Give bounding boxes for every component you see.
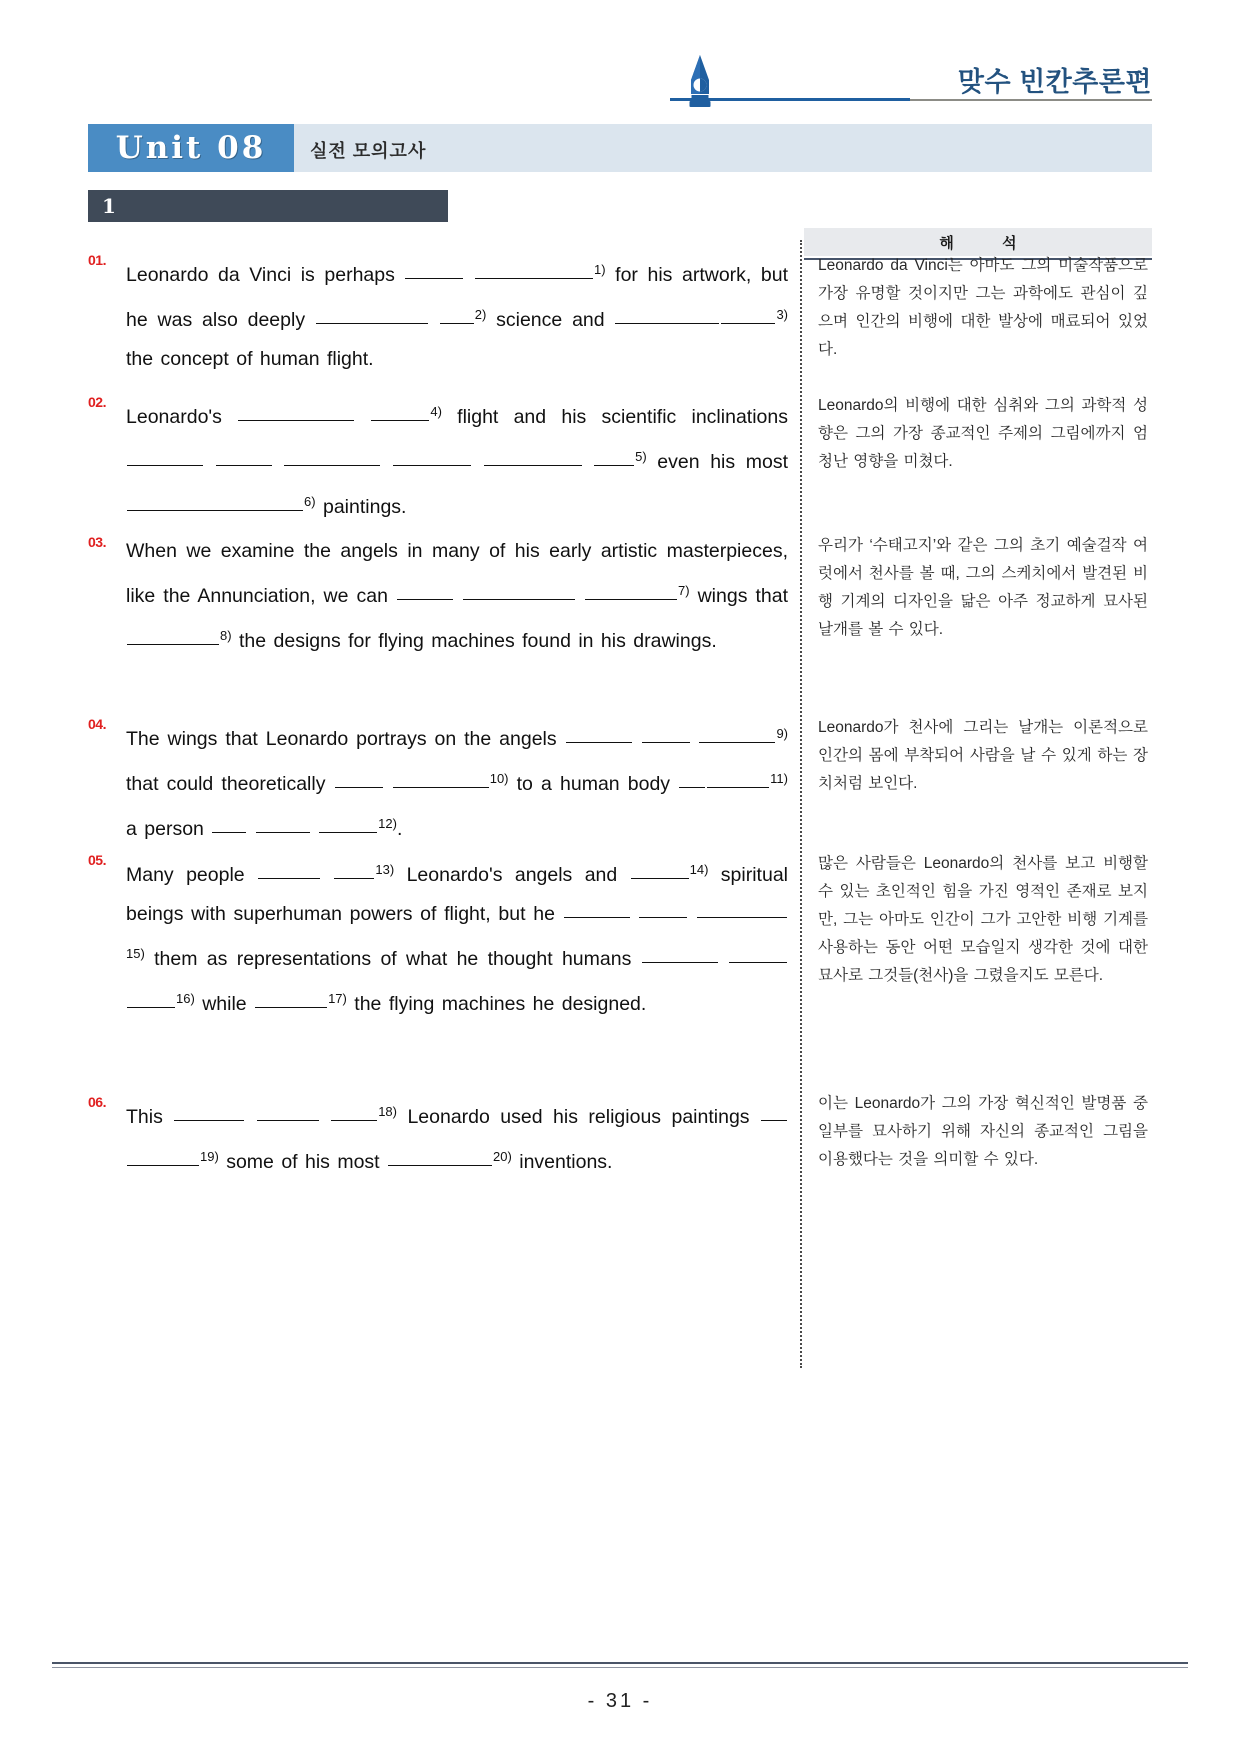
- header-rule-blue: [670, 98, 910, 101]
- answer-blank[interactable]: [256, 815, 310, 833]
- answer-blank[interactable]: [564, 900, 630, 918]
- page-number: - 31 -: [587, 1690, 653, 1712]
- answer-blank[interactable]: [405, 261, 463, 279]
- answer-blank[interactable]: [440, 306, 474, 324]
- item-number: 01.: [88, 252, 106, 268]
- answer-blank[interactable]: [212, 815, 246, 833]
- item-number: 04.: [88, 716, 106, 732]
- blank-index-marker: 20): [493, 1149, 512, 1164]
- answer-blank[interactable]: [127, 493, 303, 511]
- item-sentence: This $^{18)}$ Leonardo used his religious paintings $^{19)}$ some of his most $^{20)}$ inventions.: [126, 1092, 788, 1182]
- book-title: 맞수 빈칸추론편: [957, 67, 1152, 97]
- fountain-pen-nib-icon: [680, 54, 720, 112]
- answer-blank[interactable]: [371, 403, 429, 421]
- exercise-item: [88, 1092, 788, 1182]
- answer-blank[interactable]: [127, 1148, 199, 1166]
- answer-blank[interactable]: [388, 1148, 492, 1166]
- answer-blank[interactable]: [127, 627, 219, 645]
- blank-index-marker: 16): [176, 991, 195, 1006]
- item-translation: 많은 사람들은 Leonardo의 천사를 보고 비행할 수 있는 초인적인 힘을 가진 영적인 존재로 보지만, 그는 아마도 인간이 그가 고안한 비행 기계를 사용하는 동안 어떤 모습일지 생각한 것에 대한 묘사로 그것들(천사)을 그렸을지도 모른다.: [818, 855, 1148, 984]
- blank-index-marker: 3): [776, 307, 788, 322]
- answer-blank[interactable]: [594, 448, 634, 466]
- column-divider: [800, 240, 802, 1368]
- running-head: [88, 44, 1152, 114]
- blank-index-marker: 9): [776, 726, 788, 741]
- answer-blank[interactable]: [319, 815, 377, 833]
- answer-blank[interactable]: [585, 582, 677, 600]
- item-translation: Leonardo의 비행에 대한 심취와 그의 과학적 성향은 그의 가장 종교적인 주제의 그림에까지 엄청난 영향을 미쳤다.: [818, 397, 1148, 470]
- answer-blank[interactable]: [721, 306, 775, 324]
- blank-index-marker: 15): [126, 946, 145, 961]
- footer-rule-bottom: [52, 1667, 1188, 1668]
- answer-blank[interactable]: [258, 861, 320, 879]
- blank-index-marker: 11): [770, 771, 788, 786]
- blank-index-marker: 17): [328, 991, 347, 1006]
- blank-index-marker: 19): [200, 1149, 219, 1164]
- answer-blank[interactable]: [127, 448, 203, 466]
- answer-blank[interactable]: [174, 1103, 244, 1121]
- answer-blank[interactable]: [331, 1103, 377, 1121]
- exercise-item: [88, 850, 788, 1024]
- question-number: 1: [102, 194, 116, 218]
- answer-blank[interactable]: [334, 861, 374, 879]
- blank-index-marker: 10): [489, 771, 509, 786]
- answer-blank[interactable]: [642, 945, 718, 963]
- blank-index-marker: 6): [304, 494, 316, 509]
- item-sentence: Leonardo's $^{4)}$ flight and his scientific inclinations $^{5)}$ even his most $^{6)}$ paintings.: [126, 404, 789, 518]
- blank-index-marker: 12): [378, 816, 397, 831]
- answer-blank[interactable]: [707, 770, 769, 788]
- answer-blank[interactable]: [463, 582, 575, 600]
- exercise-item: [88, 532, 788, 661]
- item-number: 06.: [88, 1094, 106, 1110]
- answer-blank[interactable]: [127, 990, 175, 1008]
- answer-blank[interactable]: [631, 861, 689, 879]
- unit-subtitle: 실전 모의고사: [310, 141, 427, 161]
- answer-blank[interactable]: [335, 770, 383, 788]
- answer-blank[interactable]: [679, 770, 705, 788]
- blank-index-marker: 8): [220, 628, 232, 643]
- blank-index-marker: 18): [378, 1104, 397, 1119]
- item-number: 02.: [88, 394, 106, 410]
- answer-blank[interactable]: [475, 261, 593, 279]
- blank-index-marker: 1): [594, 262, 606, 277]
- item-number: 05.: [88, 852, 106, 868]
- answer-blank[interactable]: [484, 448, 582, 466]
- answer-blank[interactable]: [284, 448, 380, 466]
- blank-index-marker: 4): [430, 404, 442, 419]
- item-translation: Leonardo da Vinci는 아마도 그의 미술작품으로 가장 유명할 것이지만 그는 과학에도 관심이 깊으며 인간의 비행에 대한 발상에 매료되어 있었다.: [818, 257, 1148, 358]
- answer-blank[interactable]: [566, 725, 632, 743]
- answer-blank[interactable]: [699, 725, 775, 743]
- answer-blank[interactable]: [257, 1103, 319, 1121]
- exercise-item: [88, 392, 788, 527]
- question-number-bar: [88, 190, 448, 222]
- answer-blank[interactable]: [393, 770, 489, 788]
- blank-index-marker: 14): [689, 862, 709, 877]
- translation-header-label: 해 석: [939, 235, 1039, 252]
- item-sentence: Leonardo da Vinci is perhaps $^{1)}$ for his artwork, but he was also deeply $^{2)}$ science and $^{3)}$ the concept of human flight.: [126, 262, 789, 370]
- exercise-item: [88, 250, 788, 379]
- unit-banner: [88, 124, 1152, 172]
- item-sentence: Many people $^{13)}$ Leonardo's angels and $^{14)}$ spiritual beings with superhuman powers of flight, but he $^{15)}$ them as representations of what he thought humans $^{16)}$ while $^{17)}$ the flying machines he designed.: [126, 862, 788, 1015]
- answer-blank[interactable]: [393, 448, 471, 466]
- header-rule-grey: [910, 99, 1152, 101]
- blank-index-marker: 7): [678, 583, 690, 598]
- item-translation: 이는 Leonardo가 그의 가장 혁신적인 발명품 중 일부를 묘사하기 위해 자신의 종교적인 그림을 이용했다는 것을 의미할 수 있다.: [818, 1095, 1148, 1168]
- answer-blank[interactable]: [761, 1103, 787, 1121]
- footer-rule-top: [52, 1662, 1188, 1664]
- blank-index-marker: 5): [635, 449, 647, 464]
- blank-index-marker: 2): [474, 307, 487, 322]
- answer-blank[interactable]: [255, 990, 327, 1008]
- item-number: 03.: [88, 534, 106, 550]
- answer-blank[interactable]: [615, 306, 719, 324]
- answer-blank[interactable]: [238, 403, 354, 421]
- item-translation: 우리가 ‘수태고지’와 같은 그의 초기 예술걸작 여럿에서 천사를 볼 때, 그의 스케치에서 발견된 비행 기계의 디자인을 닮은 아주 정교하게 묘사된 날개를 볼 수 있다.: [818, 537, 1148, 638]
- item-sentence: The wings that Leonardo portrays on the angels $^{9)}$ that could theoretically $^{10)}$ to a human body $^{11)}$ a person $^{12)}$.: [126, 726, 788, 840]
- item-sentence: When we examine the angels in many of his early artistic masterpieces, like the Annunciation, we can $^{7)}$ wings that $^{8)}$ the designs for flying machines found in his drawings.: [126, 540, 789, 652]
- answer-blank[interactable]: [697, 900, 787, 918]
- answer-blank[interactable]: [729, 945, 787, 963]
- answer-blank[interactable]: [642, 725, 690, 743]
- item-translation: Leonardo가 천사에 그리는 날개는 이론적으로 인간의 몸에 부착되어 사람을 날 수 있게 하는 장치처럼 보인다.: [818, 719, 1148, 792]
- unit-chip: [88, 124, 294, 172]
- answer-blank[interactable]: [397, 582, 453, 600]
- answer-blank[interactable]: [216, 448, 272, 466]
- unit-label: Unit 08: [115, 130, 267, 166]
- exercise-item: [88, 714, 788, 849]
- answer-blank[interactable]: [639, 900, 687, 918]
- answer-blank[interactable]: [316, 306, 428, 324]
- blank-index-marker: 13): [375, 862, 395, 877]
